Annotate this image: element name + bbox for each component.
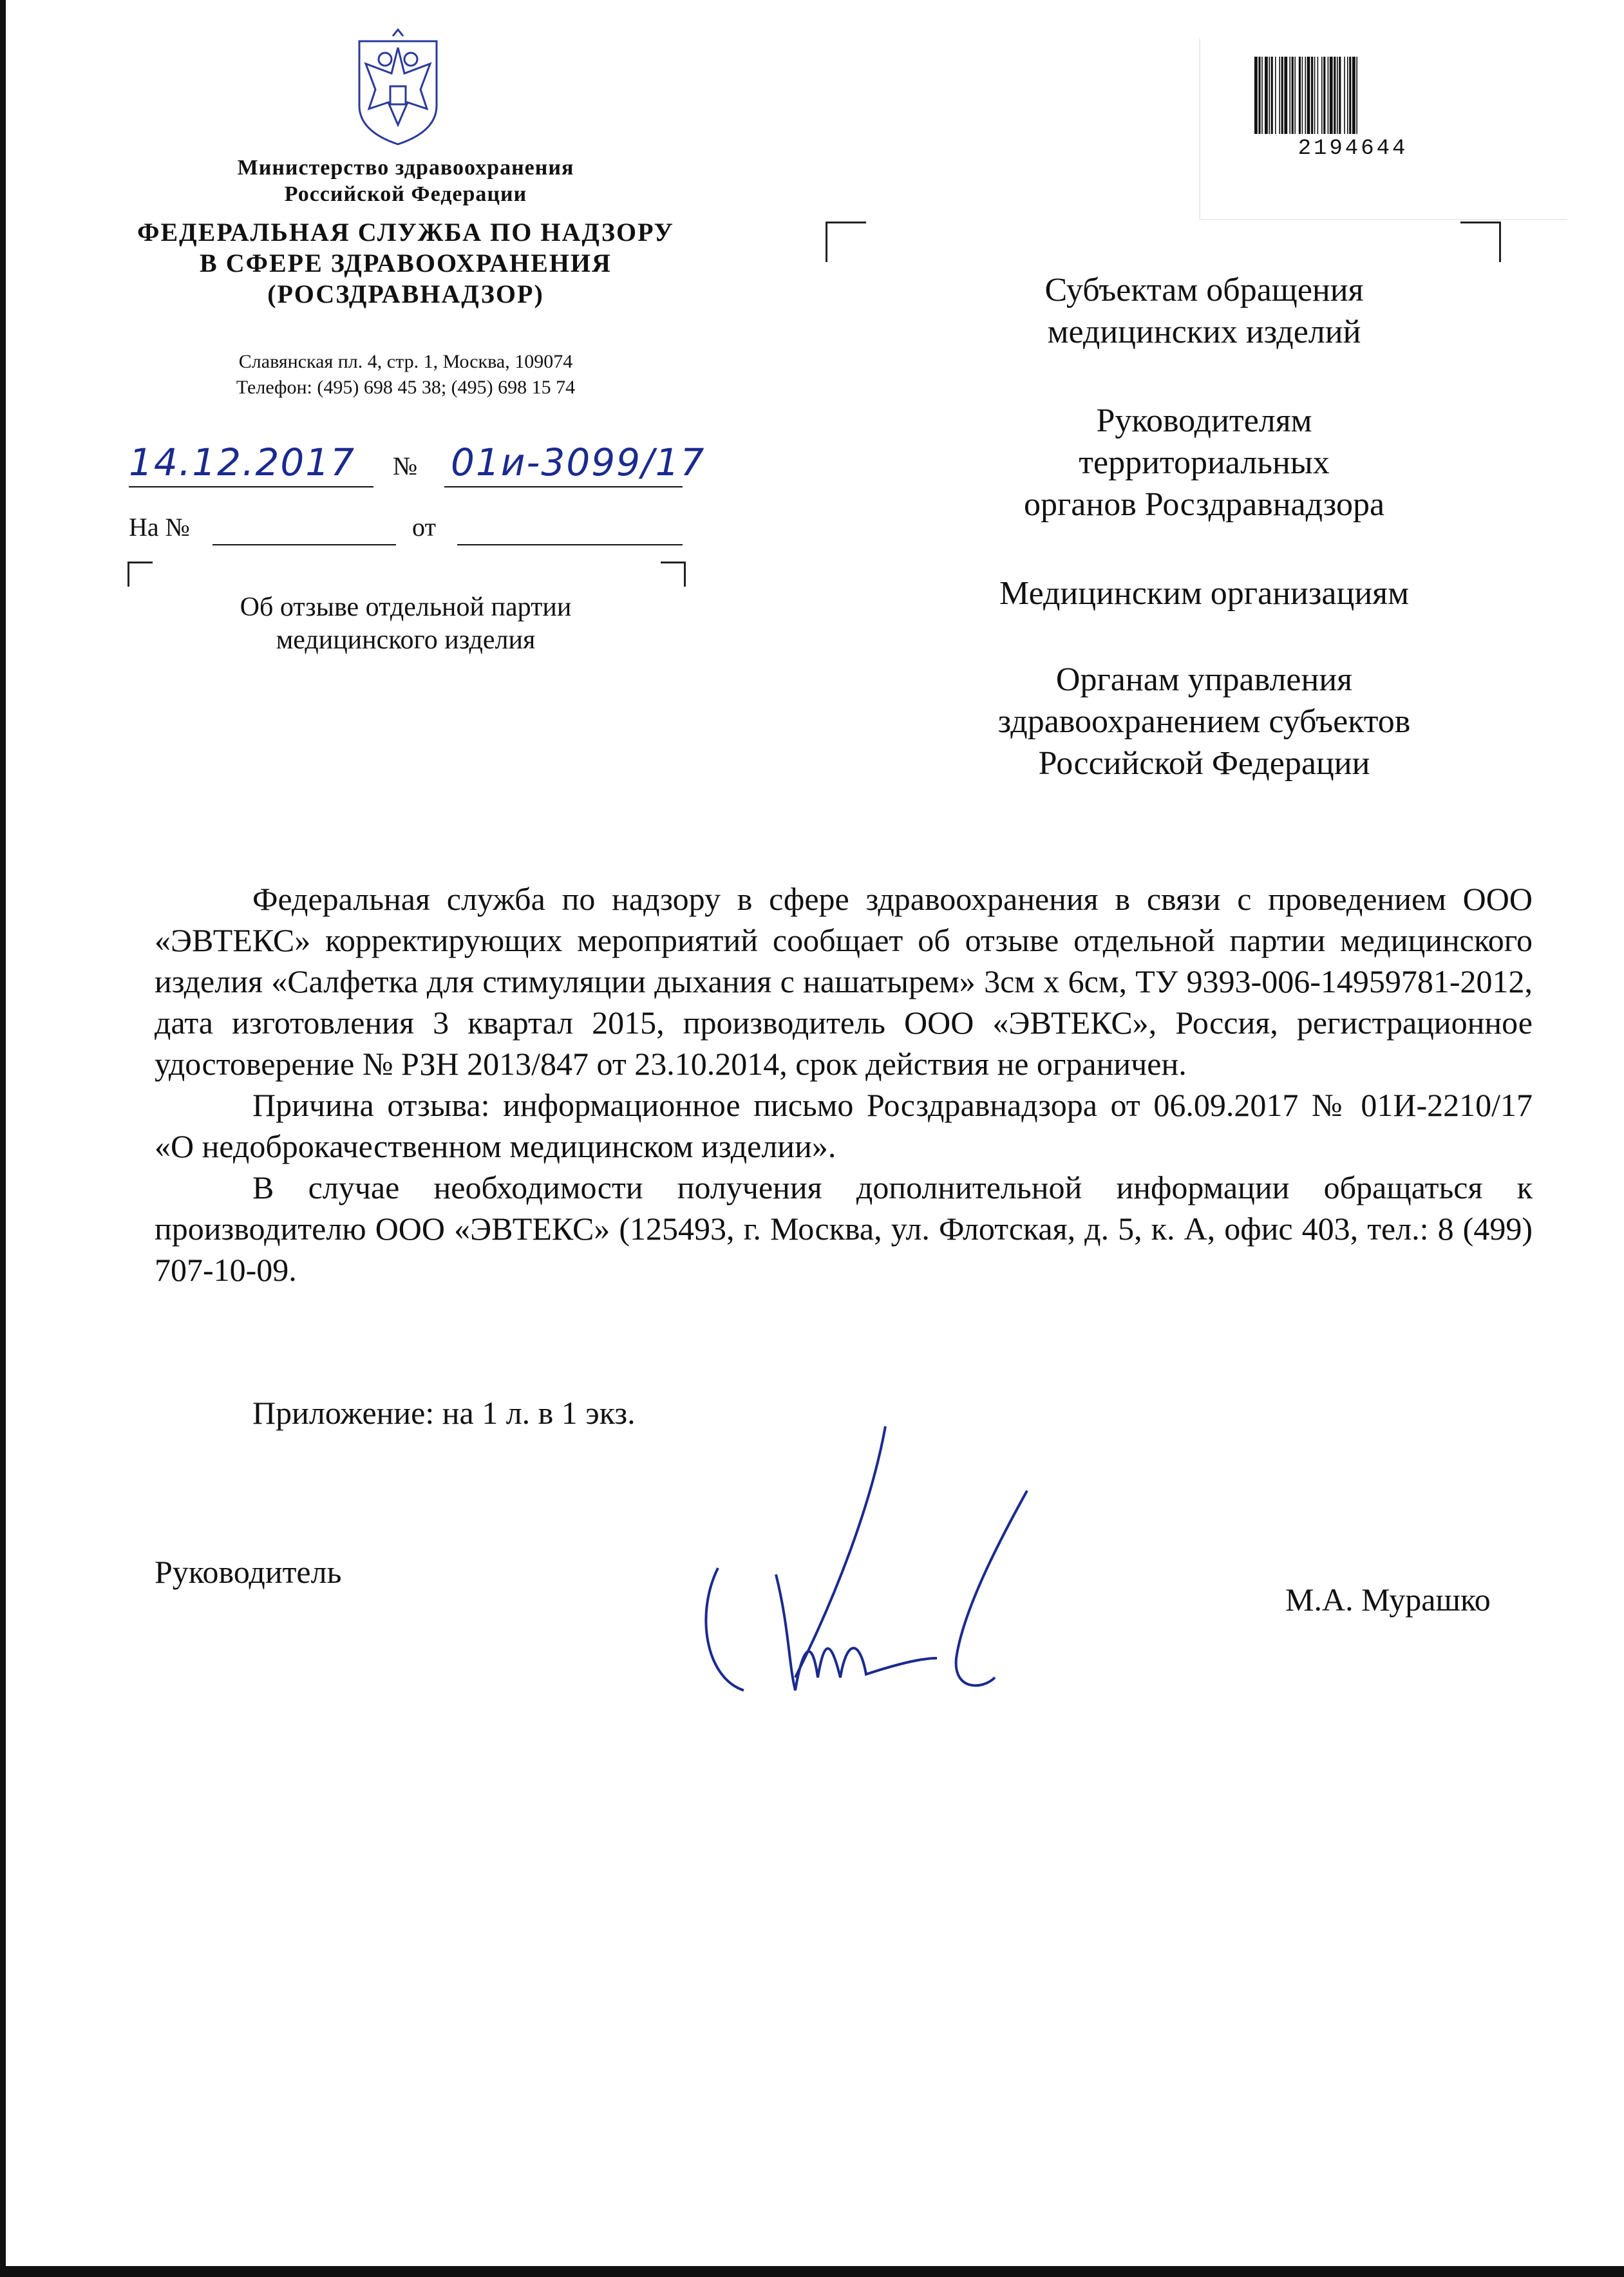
signatory-name: М.А. Мурашко — [1285, 1582, 1491, 1618]
barcode-bar — [1284, 57, 1287, 134]
recipient-1-line-2: медицинских изделий — [1047, 314, 1361, 350]
body-paragraph-2: Причина отзыва: информационное письмо Росздравнадзора от 06.09.2017 № 01И-2210/17 «О недоброкачественном медицинском изделии». — [155, 1087, 1533, 1164]
scan-edge-left — [0, 0, 6, 2277]
barcode-bar — [1307, 57, 1310, 134]
barcode-bar — [1352, 57, 1355, 134]
barcode-bar — [1289, 57, 1290, 134]
date-underline — [129, 486, 373, 487]
address: Славянская пл. 4, стр. 1, Москва, 109074 — [238, 351, 573, 372]
recipient-2-line-1: Руководителям — [1096, 402, 1312, 439]
barcode-number: 2194644 — [1298, 137, 1408, 161]
ministry-line-1: Министерство здравоохранения — [237, 156, 574, 180]
phone: Телефон: (495) 698 45 38; (495) 698 15 74 — [236, 377, 576, 398]
barcode-bar — [1299, 57, 1301, 134]
attachment-note: Приложение: на 1 л. в 1 экз. — [252, 1395, 636, 1431]
body-paragraph-3: В случае необходимости получения дополнительной информации обращаться к производителю ООО «ЭВТЕКС» (125493, г. Москва, ул. Флотская, д. 5, к. А, офис 403, тел.: 8 (499) 707-10-09. — [155, 1169, 1533, 1288]
barcode-bar — [1328, 57, 1329, 134]
handwritten-signature — [692, 1420, 1053, 1703]
barcode-bar — [1258, 57, 1260, 134]
letter-body — [155, 878, 1533, 1290]
recipient-3-line-1: Медицинским организациям — [999, 575, 1409, 612]
body-paragraph-1: Федеральная служба по надзору в сфере здравоохранения в связи с проведением ООО «ЭВТЕКС» корректирующих мероприятий сообщает об отзыве отдельной партии медицинского изделия «Салфетка для стимуляции дыхания с нашатырем» 3см х 6см, ТУ 9393-006-14959781-2012, дата изготовления 3 квартал 2015, производитель ООО «ЭВТЕКС», Россия, регистрационное удостоверение № РЗН 2013/847 от 23.10.2014, срок действия не ограничен. — [155, 881, 1533, 1082]
recipient-2-line-2: территориальных — [1079, 444, 1330, 481]
barcode-bar — [1294, 57, 1296, 134]
barcode-bar — [1292, 57, 1294, 134]
reply-number-underline — [212, 544, 396, 545]
barcode-bar — [1337, 57, 1338, 134]
barcode-bar — [1302, 57, 1303, 134]
service-line-2: В СФЕРЕ ЗДРАВООХРАНЕНИЯ — [200, 249, 612, 278]
barcode-bar — [1279, 57, 1280, 134]
barcode-bar — [1269, 57, 1270, 134]
coat-of-arms-emblem-icon — [353, 28, 443, 147]
barcode-bar — [1314, 57, 1316, 134]
reply-label: На № — [129, 513, 190, 542]
barcode-bar — [1330, 57, 1333, 134]
service-line-3: (РОСЗДРАВНАДЗОР) — [267, 279, 544, 308]
recipient-4-line-3: Российской Федерации — [1038, 745, 1370, 782]
barcode-bar — [1265, 57, 1268, 134]
barcode-bar — [1347, 57, 1348, 134]
barcode-bar — [1271, 57, 1273, 134]
from-date-underline — [457, 544, 683, 545]
signatory-position: Руководитель — [155, 1554, 342, 1590]
barcode-bar — [1311, 57, 1313, 134]
barcode-bar — [1305, 57, 1306, 134]
ministry-line-2: Российской Федерации — [284, 182, 527, 206]
barcode-bar — [1339, 57, 1341, 134]
recipient-2-line-3: органов Росздравнадзора — [1023, 486, 1385, 523]
barcode-bar — [1261, 57, 1263, 134]
from-label: от — [412, 513, 436, 542]
subject-corner-left — [127, 562, 153, 587]
recipient-1-line-1: Субъектам обращения — [1044, 272, 1364, 308]
recipient-4-line-2: здравоохранением субъектов — [997, 703, 1411, 740]
barcode-bar — [1334, 57, 1336, 134]
recipient-4-line-1: Органам управления — [1055, 661, 1353, 698]
service-line-1: ФЕДЕРАЛЬНАЯ СЛУЖБА ПО НАДЗОРУ — [137, 218, 674, 247]
number-sign: № — [393, 451, 418, 480]
subject-line-1: Об отзыве отдельной партии — [240, 592, 572, 622]
subject-corner-right — [661, 562, 686, 587]
recipient-corner-left — [826, 222, 866, 262]
registration-date: 14.12.2017 — [129, 440, 356, 484]
barcode-bar — [1275, 57, 1276, 134]
barcode-bar — [1344, 57, 1345, 134]
barcode-bar — [1254, 57, 1258, 134]
barcode — [1253, 57, 1453, 134]
barcode-bar — [1356, 57, 1357, 134]
barcode-bar — [1349, 57, 1351, 134]
barcode-bar — [1317, 57, 1319, 134]
subject-line-2: медицинского изделия — [276, 625, 536, 655]
scan-edge-bottom — [0, 2266, 1624, 2277]
barcode-bar — [1281, 57, 1283, 134]
registration-number: 01и-3099/17 — [451, 440, 706, 484]
number-underline — [444, 486, 683, 487]
recipient-corner-right — [1460, 222, 1501, 262]
barcode-bar — [1323, 57, 1325, 134]
barcode-bar — [1321, 57, 1323, 134]
